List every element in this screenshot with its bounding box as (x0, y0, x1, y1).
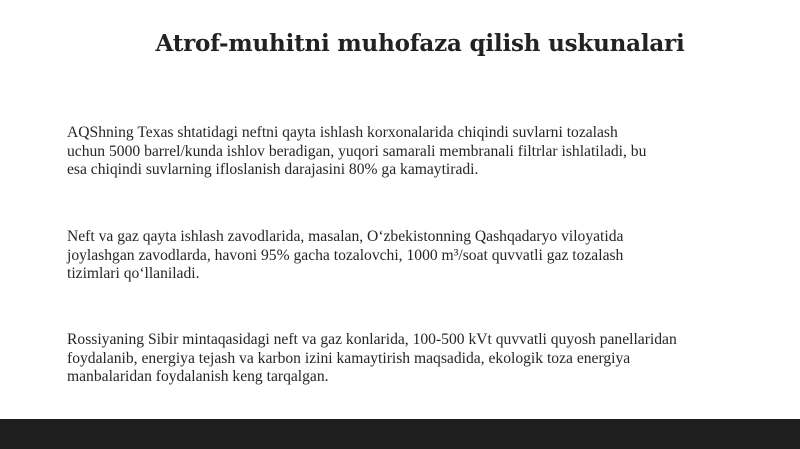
paragraph-line: joylashgan zavodlarda, havoni 95% gacha tozalovchi, 1000 m³/soat quvvatli gaz tozalash (67, 246, 624, 264)
paragraph-line: AQShning Texas shtatidagi neftni qayta ishlash korxonalarida chiqindi suvlarni tozalash (67, 124, 618, 141)
paragraph-line: esa chiqindi suvlarning ifloslanish darajasini 80% ga kamaytiradi. (67, 161, 479, 178)
paragraph-siberia-solar-panels (67, 331, 767, 387)
paragraph-line: foydalanib, energiya tejash va karbon izini kamaytirish maqsadida, ekologik toza energiya (67, 349, 631, 367)
paragraph-line: uchun 5000 barrel/kunda ishlov beradigan, yuqori samarali membranali filtrlar ishlatiladi, bu (67, 142, 647, 160)
slide-title: Atrof-muhitni muhofaza qilish uskunalari (155, 30, 685, 57)
paragraph-line: Rossiyaning Sibir mintaqasidagi neft va gaz konlarida, 100-500 kVt quvvatli quyosh panellaridan (67, 331, 677, 348)
paragraph-texas-membrane-filters (67, 124, 767, 180)
paragraph-line: Neft va gaz qayta ishlash zavodlarida, masalan, O‘zbekistonning Qashqadaryo viloyatida (67, 228, 624, 245)
paragraph-line: manbalaridan foydalanish keng tarqalgan. (67, 368, 329, 385)
paragraph-qashqadaryo-gas-cleaning (67, 228, 767, 284)
paragraph-line: tizimlari qo‘llaniladi. (67, 265, 200, 282)
footer-bar (0, 419, 800, 449)
